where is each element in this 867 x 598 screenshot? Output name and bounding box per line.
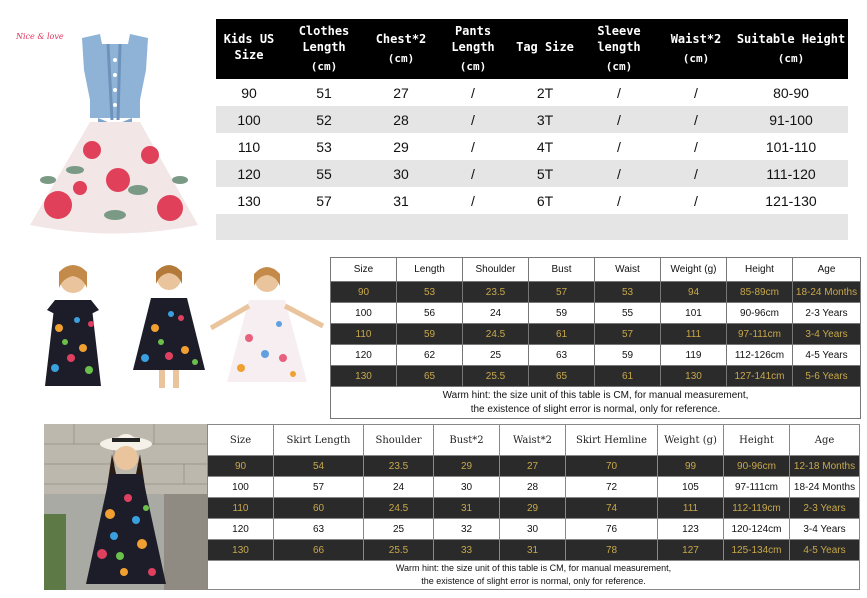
table-row (331, 282, 861, 303)
table-cell: 57 (529, 282, 595, 303)
table-cell: / (617, 192, 621, 209)
table-row-blank (216, 214, 848, 240)
table3-header-row (208, 425, 860, 456)
table-cell: 60 (274, 498, 364, 519)
table-header-cell: Weight (g) (661, 258, 727, 282)
table-cell: 57 (316, 192, 332, 209)
table-cell: 97-111cm (724, 477, 790, 498)
table1-header-cell: Sleeve length (cm) (580, 19, 658, 79)
table-cell: 90 (241, 84, 257, 101)
table-cell: 120 (216, 160, 282, 187)
table-cell: 24 (364, 477, 434, 498)
table-cell: 130 (661, 366, 727, 387)
table-cell: 4T (536, 138, 554, 155)
table-cell: 62 (397, 345, 463, 366)
table-header-cell: Shoulder (364, 425, 434, 456)
table-cell: 120 (208, 519, 274, 540)
table-row (208, 456, 860, 477)
table-cell: 2T (536, 84, 554, 101)
table-cell: 5T (510, 160, 580, 187)
table1-header-cell: Kids US Size (216, 19, 282, 79)
warm-hint-line-1: Warm hint: the size unit of this table is CM, for manual measurement, (395, 563, 672, 573)
table-cell: 80-90 (773, 84, 809, 101)
table-cell: 18-24 Months (793, 282, 861, 303)
table-cell: 31 (434, 498, 500, 519)
table-cell: 74 (566, 498, 658, 519)
product-photo-girls-dino-dresses (35, 258, 330, 398)
table-cell: 4-5 Years (790, 540, 860, 561)
table-cell: 120-124cm (724, 519, 790, 540)
table-cell: 24 (463, 303, 529, 324)
table-cell: 100 (208, 477, 274, 498)
table-cell: 63 (274, 519, 364, 540)
table-row (208, 477, 860, 498)
table-cell: 28 (366, 106, 436, 133)
table-cell: 23.5 (364, 456, 434, 477)
table-cell: 100 (216, 106, 282, 133)
size-chart-table-2 (330, 257, 861, 419)
table-cell: 90 (331, 282, 397, 303)
table2-note-row (331, 387, 861, 419)
table-cell: 23.5 (463, 282, 529, 303)
table-cell: 32 (434, 519, 500, 540)
table-cell: 56 (397, 303, 463, 324)
table-cell: 85-89cm (727, 282, 793, 303)
table-cell: 18-24 Months (790, 477, 860, 498)
table-row (208, 519, 860, 540)
table-cell: 61 (595, 366, 661, 387)
table-cell: 2-3 Years (793, 303, 861, 324)
table1-header-row (216, 19, 848, 79)
table-cell: 119 (661, 345, 727, 366)
table-cell: 12-18 Months (790, 456, 860, 477)
table-cell: / (471, 138, 475, 155)
table-cell: / (617, 138, 621, 155)
table-cell: 55 (282, 160, 366, 187)
table-cell: 101 (661, 303, 727, 324)
table-cell: 24.5 (463, 324, 529, 345)
table-cell: 59 (595, 345, 661, 366)
table-cell: 31 (393, 192, 409, 209)
table-cell: 30 (500, 519, 566, 540)
table-cell: 25 (463, 345, 529, 366)
table-cell: 90-96cm (727, 303, 793, 324)
table-cell: 57 (274, 477, 364, 498)
table-cell: 130 (208, 540, 274, 561)
table-cell: 65 (529, 366, 595, 387)
table-cell: 30 (366, 160, 436, 187)
table-row (216, 106, 848, 133)
table-row (208, 540, 860, 561)
table-cell: 90 (208, 456, 274, 477)
table-cell: / (580, 106, 658, 133)
table-cell: 53 (397, 282, 463, 303)
table-cell: 31 (500, 540, 566, 561)
warm-hint-line-1: Warm hint: the size unit of this table is CM, for manual measurement, (442, 389, 749, 401)
table-cell: 111 (658, 498, 724, 519)
table3-note-row (208, 561, 860, 590)
table-row (331, 324, 861, 345)
table-cell: 6T (536, 192, 554, 209)
table-cell: 24.5 (364, 498, 434, 519)
table-header-cell: Length (397, 258, 463, 282)
table-row (216, 187, 848, 214)
table-cell: 25.5 (463, 366, 529, 387)
table-cell: 110 (208, 498, 274, 519)
table-cell: 130 (331, 366, 397, 387)
table-row (331, 366, 861, 387)
table-cell: 2-3 Years (790, 498, 860, 519)
table-cell: 29 (500, 498, 566, 519)
table-cell: 100 (331, 303, 397, 324)
table-cell: 30 (434, 477, 500, 498)
table-cell: 59 (397, 324, 463, 345)
table-cell: 112-119cm (724, 498, 790, 519)
table-cell: 72 (566, 477, 658, 498)
warm-hint-note (208, 561, 860, 590)
table-header-cell: Skirt Hemline (566, 425, 658, 456)
table-cell: 3T (510, 106, 580, 133)
table-cell: 54 (274, 456, 364, 477)
table-cell: 101-110 (765, 138, 817, 155)
table-row (216, 133, 848, 160)
table-header-cell: Height (724, 425, 790, 456)
table-cell: 65 (397, 366, 463, 387)
table-cell: 90-96cm (724, 456, 790, 477)
table-cell: 70 (566, 456, 658, 477)
table-cell: 53 (316, 138, 332, 155)
table-cell: 110 (237, 138, 261, 155)
table-cell: / (658, 106, 734, 133)
table-row (331, 303, 861, 324)
table-cell: / (658, 160, 734, 187)
table-cell: 52 (282, 106, 366, 133)
table-row (216, 160, 848, 187)
table-cell: 25.5 (364, 540, 434, 561)
size-chart-table-3 (207, 424, 860, 590)
table-cell: 3-4 Years (790, 519, 860, 540)
table-cell: 5-6 Years (793, 366, 861, 387)
table-cell: 99 (658, 456, 724, 477)
table-cell: / (436, 160, 510, 187)
table-cell: 28 (500, 477, 566, 498)
table-cell: / (694, 84, 698, 101)
table-header-cell: Waist (595, 258, 661, 282)
warm-hint-line-2: the existence of slight error is normal, only for reference. (421, 576, 646, 586)
table-cell: / (617, 84, 621, 101)
table-cell: 27 (500, 456, 566, 477)
table-cell: 123 (658, 519, 724, 540)
table-cell: 61 (529, 324, 595, 345)
table1-header-cell: Suitable Height (cm) (734, 19, 848, 79)
table-cell: 76 (566, 519, 658, 540)
table-cell: 111 (661, 324, 727, 345)
table-cell: 53 (595, 282, 661, 303)
table-cell: 127 (658, 540, 724, 561)
table1-header-cell: Pants Length (cm) (436, 19, 510, 79)
table-cell: 97-111cm (727, 324, 793, 345)
table-header-cell: Bust (529, 258, 595, 282)
size-chart-table-1 (216, 19, 848, 240)
table-cell: 33 (434, 540, 500, 561)
table-cell: 29 (434, 456, 500, 477)
table-cell: / (694, 192, 698, 209)
table1-header-cell: Tag Size (510, 19, 580, 79)
table-cell: 91-100 (734, 106, 848, 133)
table-cell: 59 (529, 303, 595, 324)
table-cell: 63 (529, 345, 595, 366)
table1-header-cell: Clothes Length (cm) (282, 19, 366, 79)
table-cell: 66 (274, 540, 364, 561)
table-cell: 130 (237, 192, 261, 209)
table-header-cell: Age (790, 425, 860, 456)
table-header-cell: Shoulder (463, 258, 529, 282)
table-header-cell: Waist*2 (500, 425, 566, 456)
table-header-cell: Bust*2 (434, 425, 500, 456)
table-header-cell: Height (727, 258, 793, 282)
table-header-cell: Size (208, 425, 274, 456)
table-cell: 57 (595, 324, 661, 345)
table-cell: 29 (393, 138, 409, 155)
brand-logo: Nice & love (16, 32, 64, 41)
table-cell: 125-134cm (724, 540, 790, 561)
product-photo-denim-floral-dress (20, 30, 210, 235)
table-cell: 111-120 (734, 160, 848, 187)
table-cell: 25 (364, 519, 434, 540)
table-cell: 94 (661, 282, 727, 303)
table-header-cell: Size (331, 258, 397, 282)
table-cell: / (471, 192, 475, 209)
product-photo-girl-with-hat (44, 424, 208, 590)
table-header-cell: Weight (g) (658, 425, 724, 456)
table-cell: / (436, 106, 510, 133)
table-row (331, 345, 861, 366)
table-row (208, 498, 860, 519)
table-header-cell: Age (793, 258, 861, 282)
table-cell: / (471, 84, 475, 101)
table-cell: 27 (393, 84, 409, 101)
table-cell: 110 (331, 324, 397, 345)
table-cell: 3-4 Years (793, 324, 861, 345)
table-cell: 105 (658, 477, 724, 498)
table-row (216, 79, 848, 106)
table1-header-cell: Waist*2 (cm) (658, 19, 734, 79)
table-cell: 4-5 Years (793, 345, 861, 366)
warm-hint-line-2: the existence of slight error is normal, only for reference. (470, 403, 721, 415)
table-header-cell: Skirt Length (274, 425, 364, 456)
table-cell: / (694, 138, 698, 155)
table-cell: / (580, 160, 658, 187)
table-cell: 78 (566, 540, 658, 561)
table-cell: 112-126cm (727, 345, 793, 366)
table2-header-row (331, 258, 861, 282)
table-cell: 121-130 (765, 192, 817, 209)
table-cell: 51 (316, 84, 332, 101)
table-cell: 55 (595, 303, 661, 324)
table-cell: 127-141cm (727, 366, 793, 387)
warm-hint-note (331, 387, 861, 419)
table1-header-cell: Chest*2 (cm) (366, 19, 436, 79)
table-cell: 120 (331, 345, 397, 366)
